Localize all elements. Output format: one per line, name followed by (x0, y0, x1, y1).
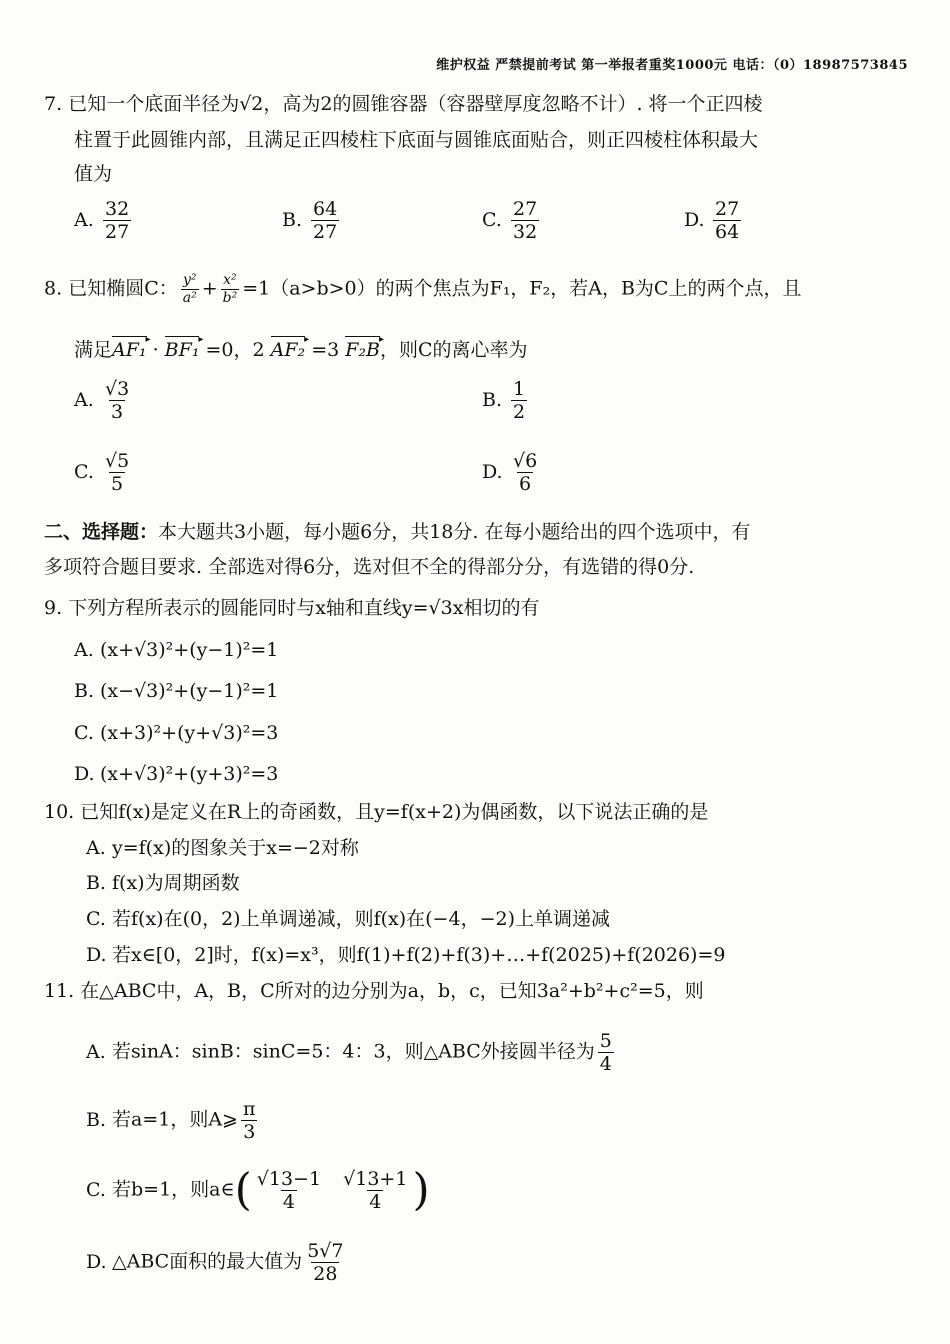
q8-number: 8. (44, 277, 63, 300)
q8-ellipse-term-x: $\frac{\text{x²}}{\text{b²}}$ (222, 272, 238, 306)
right-paren: ) (412, 1164, 430, 1216)
q7-number: 7. (44, 93, 63, 115)
q7-text-1: 已知一个底面半径为√2，高为2的圆锥容器（容器壁厚度忽略不计）. 将一个正四棱 (68, 93, 763, 115)
q8-vector-condition: AF₁ ▸ · BF₁ ▸ =0，2 AF₂ ▸ =3 F₂B ▸ (112, 339, 380, 361)
q9-option-b[interactable]: B. (x−√3)²+(y−1)²=1 (74, 680, 279, 702)
q10-option-b[interactable]: B. f(x)为周期函数 (86, 872, 240, 894)
q8-option-d[interactable]: D. $\frac{√6}{6}$ (482, 450, 538, 495)
q10-option-c[interactable]: C. 若f(x)在(0，2)上单调递减，则f(x)在(−4，−2)上单调递减 (86, 908, 610, 930)
q11-number: 11. (44, 980, 75, 1002)
q7-option-d[interactable]: D. $\frac{27}{64}$ (684, 198, 740, 243)
q10-stem: 10. 已知f(x)是定义在R上的奇函数，且y=f(x+2)为偶函数，以下说法正确的是 (44, 801, 709, 823)
q7-line3: 值为 (74, 163, 113, 185)
q11-option-b[interactable]: B. 若a=1，则A⩾ $\frac{\pi}{3}$ (86, 1098, 256, 1143)
q11-stem: 11. 在△ABC中，A，B，C所对的边分别为a，b，c，已知3a²+b²+c²=5，则 (44, 980, 704, 1002)
q9-number: 9. (44, 597, 63, 619)
q8-option-c[interactable]: C. $\frac{√5}{5}$ (74, 450, 130, 495)
q8-line1: 8. 已知椭圆C： $\frac{\text{y²}}{\text{a²}}$ + $\frac{\text{x²}}{\text{b²}}$ =1（a>b>0）的两个焦点为F₁，F₂，若A，B为C上的两个点，且 (44, 272, 802, 306)
q8-option-a[interactable]: A. $\frac{√3}{3}$ (74, 378, 130, 423)
q8-option-b[interactable]: B. $\frac{1}{2}$ (482, 378, 526, 423)
section2-title: 二、选择题： (44, 521, 159, 543)
section2-line1: 二、选择题：本大题共3小题，每小题6分，共18分. 在每小题给出的四个选项中，有 (44, 521, 751, 543)
q9-stem: 9. 下列方程所表示的圆能同时与x轴和直线y=√3x相切的有 (44, 597, 540, 619)
section2-line2: 多项符合题目要求. 全部选对得6分，选对但不全的得部分分，有选错的得0分. (44, 556, 695, 578)
q9-option-a[interactable]: A. (x+√3)²+(y−1)²=1 (74, 639, 279, 661)
q9-option-c[interactable]: C. (x+3)²+(y+√3)²=3 (74, 722, 279, 744)
q11-option-a[interactable]: A. 若sinA：sinB：sinC=5：4：3，则△ABC外接圆半径为 $\frac{5}{4}$ (86, 1030, 612, 1075)
q7-line1 (44, 90, 763, 118)
left-paren: ( (234, 1164, 252, 1216)
q10-option-d[interactable]: D. 若x∈[0，2]时，f(x)=x³，则f(1)+f(2)+f(3)+…+f(2025)+f(2026)=9 (86, 944, 726, 966)
q8-line2: 满足AF₁ ▸ · BF₁ ▸ =0，2 AF₂ ▸ =3 F₂B ▸，则C的离心率为 (74, 336, 528, 364)
q11-option-c[interactable]: C. 若b=1，则a∈( $\frac{√13-1}{4}$ $\frac{√13+1}{4}$ ) (86, 1164, 430, 1216)
q8-ellipse-term-y: $\frac{\text{y²}}{\text{a²}}$ (182, 272, 197, 306)
q7-option-c[interactable]: C. $\frac{27}{32}$ (482, 198, 538, 243)
q10-number: 10. (44, 801, 75, 823)
header-notice: 维护权益 严禁提前考试 第一举报者重奖1000元 电话：（0）18987573845 (436, 58, 908, 73)
q9-option-d[interactable]: D. (x+√3)²+(y+3)²=3 (74, 763, 279, 785)
q7-option-b[interactable]: B. $\frac{64}{27}$ (282, 198, 338, 243)
q7-line2: 柱置于此圆锥内部，且满足正四棱柱下底面与圆锥底面贴合，则正四棱柱体积最大 (74, 129, 759, 151)
q10-option-a[interactable]: A. y=f(x)的图象关于x=−2对称 (86, 837, 359, 859)
q7-option-a[interactable]: A. $\frac{32}{27}$ (74, 198, 130, 243)
q11-option-d[interactable]: D. △ABC面积的最大值为 $\frac{5√7}{28}$ (86, 1240, 344, 1285)
